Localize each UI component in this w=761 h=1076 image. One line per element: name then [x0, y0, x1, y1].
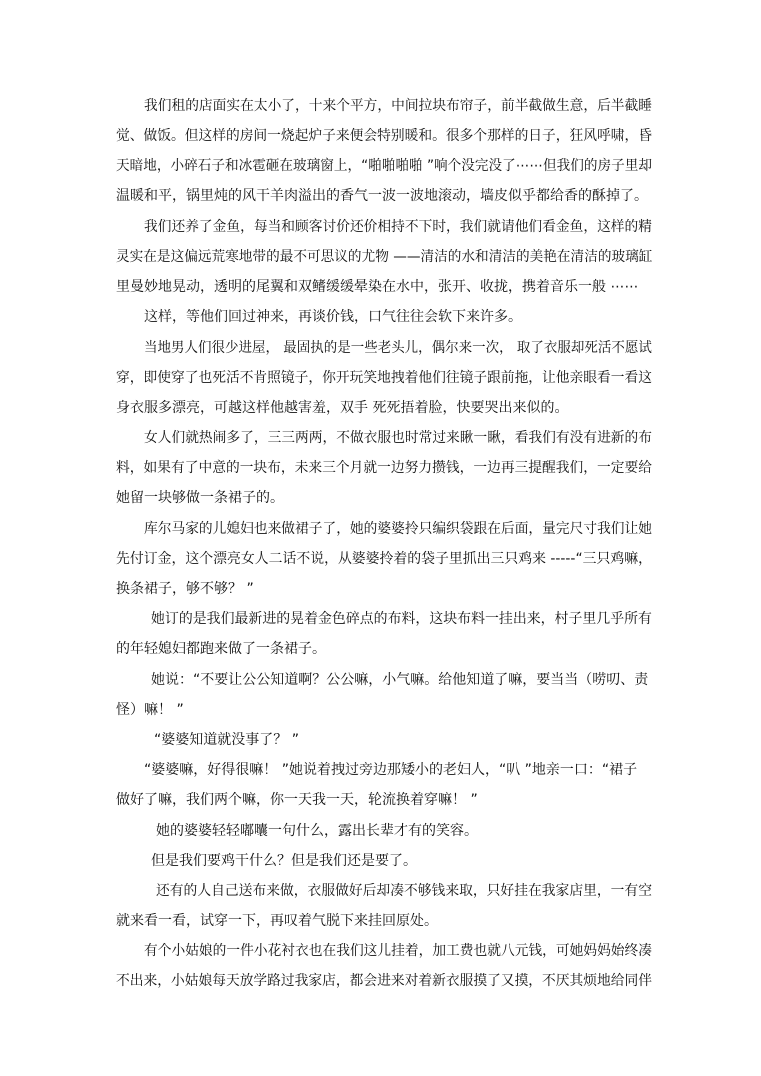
text-line: 料，如果有了中意的一块布，未来三个月就一边努力攒钱，一边再三提醒我们，一定要给 — [116, 460, 653, 476]
text-line: 的年轻媳妇都跑来做了一条裙子。 — [116, 641, 326, 657]
text-line: 不出来，小姑娘每天放学路过我家店，都会进来对着新衣服摸了又摸，不厌其烦地给同伴 — [116, 973, 653, 989]
text-line: “婆婆知道就没事了？ ” — [154, 732, 299, 748]
text-line: 觉、做饭。但这样的房间一烧起炉子来便会特别暖和。很多个那样的日子，狂风呼啸，昏 — [116, 128, 653, 144]
text-line: 先付订金，这个漂亮女人二话不说，从婆婆拎着的袋子里抓出三只鸡来 -----“三只鸡嘛， — [116, 551, 652, 567]
text-line: 里曼妙地晃动，透明的尾翼和双鳍缓缓晕染在水中，张开、收拢，携着音乐一般 ⋯⋯ — [116, 279, 639, 295]
text-line: 她订的是我们最新进的晃着金色碎点的布料，这块布料一挂出来，村子里几乎所有 — [151, 611, 652, 627]
text-line: 温暖和平，锅里炖的风干羊肉溢出的香气一波一波地滚动，墙皮似乎都给香的酥掉了。 — [116, 188, 648, 204]
text-line: “婆婆嘛，好得很嘛！ ”她说着拽过旁边那矮小的老妇人，“叭 ”地亲一口：“裙子 — [144, 762, 638, 778]
text-line: 她说：“不要让公公知道啊？公公嘛，小气嘛。给他知道了嘛，要当当（唠叨、责 — [151, 672, 649, 688]
text-line: 有个小姑娘的一件小花衬衣也在我们这儿挂着，加工费也就八元钱，可她妈妈始终凑 — [144, 943, 653, 959]
text-line: 天暗地，小碎石子和冰雹砸在玻璃窗上，“啪啪啪啪 ”响个没完没了⋯⋯但我们的房子里却 — [116, 158, 652, 174]
text-line: 但是我们要鸡干什么？但是我们还是要了。 — [151, 853, 417, 869]
text-line: 换条裙子，够不够？ ” — [116, 581, 254, 597]
text-line: 女人们就热闹多了，三三两两，不做衣服也时常过来瞅一瞅，看我们有没有进新的布 — [144, 430, 653, 446]
text-line: 就来看一看，试穿一下，再叹着气脱下来挂回原处。 — [116, 913, 438, 929]
text-line: 她的婆婆轻轻嘟囔一句什么，露出长辈才有的笑容。 — [156, 823, 478, 839]
text-line: 她留一块够做一条裙子的。 — [116, 490, 284, 506]
text-line: 这样，等他们回过神来，再谈价钱，口气往往会软下来许多。 — [144, 309, 522, 325]
text-line: 穿，即使穿了也死活不肯照镜子，你开玩笑地拽着他们往镜子跟前拖，让他亲眼看一看这 — [116, 370, 653, 386]
text-line: 灵实在是这偏远荒寒地带的最不可思议的尤物 ——清洁的水和清洁的美艳在清洁的玻璃缸 — [116, 249, 653, 265]
text-line: 做好了嘛，我们两个嘛，你一天我一天，轮流换着穿嘛！ ” — [116, 792, 478, 808]
text-line: 我们还养了金鱼，每当和顾客讨价还价相持不下时，我们就请他们看金鱼，这样的精 — [144, 219, 653, 235]
text-line: 库尔马家的儿媳妇也来做裙子了，她的婆婆拎只编织袋跟在后面，量完尺寸我们让她 — [144, 521, 653, 537]
text-line: 怪）嘛！ ” — [116, 702, 184, 718]
text-line: 身衣服多漂亮，可越这样他越害羞，双手 死死捂着脸，快要哭出来似的。 — [116, 400, 569, 416]
text-line: 当地男人们很少进屋， 最固执的是一些老头儿，偶尔来一次， 取了衣服却死活不愿试 — [144, 340, 652, 356]
text-line: 我们租的店面实在太小了，十来个平方，中间拉块布帘子，前半截做生意，后半截睡 — [144, 98, 653, 114]
text-line: 还有的人自己送布来做，衣服做好后却凑不够钱来取，只好挂在我家店里，一有空 — [156, 883, 652, 899]
